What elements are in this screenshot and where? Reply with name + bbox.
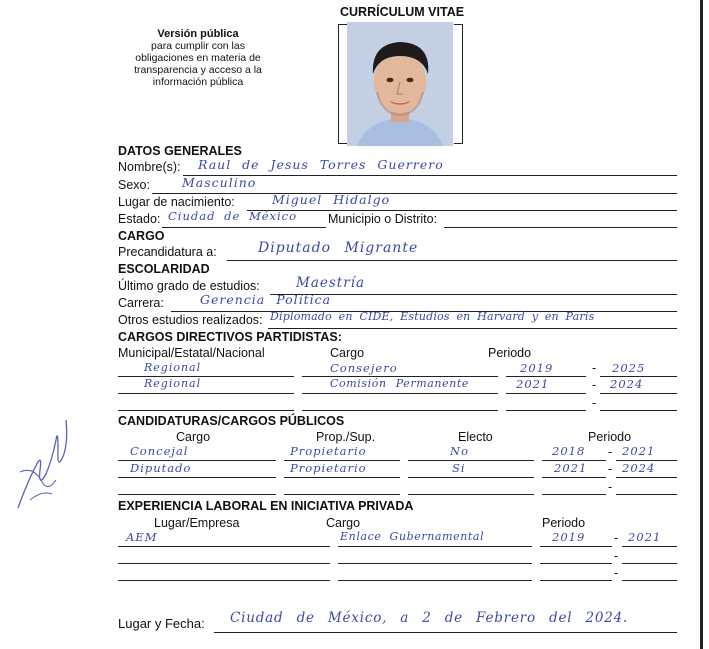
cand-row2-cargo: Diputado: [130, 461, 192, 475]
exp-row2-fin-line: [622, 563, 677, 564]
cand-col-cargo: Cargo: [176, 430, 211, 444]
dir-row2-dash: -: [592, 378, 597, 392]
cand-row2-electo-line: [408, 477, 534, 478]
exp-row1-inicio: 2019: [552, 530, 586, 544]
cand-row2-inicio: 2021: [554, 461, 588, 475]
sexo-value: Masculino: [182, 175, 257, 190]
estado-line: [162, 227, 326, 228]
lugar-nacimiento-value: Miguel Hidalgo: [272, 192, 391, 207]
exp-row3-cargo-line: [338, 580, 532, 581]
exp-row1-fin: 2021: [628, 530, 662, 544]
exp-col-lugar: Lugar/Empresa: [154, 516, 240, 530]
dir-row3-cargo-line: [302, 410, 498, 411]
col-ambito-header: Municipal/Estatal/Nacional: [118, 346, 265, 360]
lugar-fecha-value: Ciudad de México, a 2 de Febrero del 2024.: [230, 610, 629, 626]
exp-row3-lugar-line: [118, 580, 330, 581]
nombre-label: Nombre(s):: [118, 160, 181, 174]
exp-row3-dash: -: [614, 566, 619, 580]
cand-row1-dash: -: [608, 445, 613, 459]
cand-row2-dash: -: [608, 462, 613, 476]
exp-row1-lugar: AEM: [126, 530, 158, 544]
cand-row3-inicio-line: [542, 494, 606, 495]
right-page-border: [700, 0, 703, 649]
cand-row1-cargo: Concejal: [130, 444, 189, 458]
lugar-fecha-line: [214, 632, 677, 633]
public-version-line-4: información pública: [152, 76, 244, 88]
dir-row2-fin: 2024: [610, 377, 644, 391]
public-version-line-2: obligaciones en materia de: [135, 52, 261, 64]
cand-col-prop: Prop./Sup.: [316, 430, 376, 444]
cand-row2-inicio-line: [542, 477, 606, 478]
dir-row1-dash: -: [592, 361, 597, 375]
otros-estudios-label: Otros estudios realizados:: [118, 313, 263, 327]
dir-row2-ambito-line: [118, 393, 294, 394]
cargo-heading: CARGO: [118, 229, 165, 243]
nombre-line: [183, 175, 677, 176]
cand-row1-fin: 2021: [622, 444, 656, 458]
document-title: CURRÍCULUM VITAE: [340, 5, 465, 19]
cand-row1-prop: Propietario: [290, 444, 367, 458]
dir-row2-inicio: 2021: [516, 377, 550, 391]
exp-row1-lugar-line: [118, 546, 330, 547]
dir-row2-cargo-line: [302, 393, 498, 394]
exp-row3-inicio-line: [540, 580, 612, 581]
cand-row3-prop-line: [284, 494, 400, 495]
cand-row2-fin-line: [616, 477, 677, 478]
exp-row2-cargo-line: [338, 563, 532, 564]
exp-row2-inicio-line: [540, 563, 612, 564]
sexo-line: [152, 193, 677, 194]
otros-estudios-line: [268, 328, 677, 329]
cand-row3-dash: -: [608, 480, 613, 494]
cand-row3-electo-line: [408, 494, 534, 495]
exp-col-periodo: Periodo: [542, 516, 586, 530]
dir-row1-fin: 2025: [612, 361, 646, 375]
municipio-line: [444, 227, 677, 228]
public-version-line-1: para cumplir con las: [151, 40, 245, 52]
signature-icon: [12, 410, 72, 520]
exp-col-cargo: Cargo: [326, 516, 361, 530]
dir-row3-dash: -: [592, 396, 597, 410]
public-version-note: [118, 28, 278, 88]
precandidatura-label: Precandidatura a:: [118, 245, 217, 259]
dir-row1-ambito: Regional: [144, 361, 202, 374]
cand-row2-prop-line: [284, 477, 400, 478]
dir-row3-fin-line: [600, 410, 677, 411]
carrera-label: Carrera:: [118, 296, 164, 310]
col-periodo-header: Periodo: [488, 346, 532, 360]
exp-row2-lugar-line: [118, 563, 330, 564]
municipio-label: Municipio o Distrito:: [328, 212, 438, 226]
dir-row2-fin-line: [600, 393, 677, 394]
cand-row3-fin-line: [616, 494, 677, 495]
grado-value: Maestría: [296, 275, 366, 291]
dir-row2-cargo: Comisión Permanente: [330, 377, 470, 390]
lugar-nacimiento-label: Lugar de nacimiento:: [118, 195, 235, 209]
cand-row2-electo: Si: [452, 461, 466, 475]
carrera-value: Gerencia Política: [200, 292, 332, 307]
lugar-nacimiento-line: [247, 210, 677, 211]
candidaturas-heading: CANDIDATURAS/CARGOS PÚBLICOS: [118, 414, 345, 428]
sexo-label: Sexo:: [118, 178, 150, 192]
public-version-heading: Versión pública: [157, 28, 239, 40]
otros-estudios-value: Diplomado en CIDE, Estudios en Harvard y en Paris: [270, 310, 595, 323]
exp-row3-fin-line: [622, 580, 677, 581]
candidate-photo: [347, 22, 453, 146]
dir-row1-inicio: 2019: [520, 361, 554, 375]
exp-row1-cargo-line: [338, 546, 532, 547]
cand-row3-cargo-line: [118, 494, 276, 495]
dir-row2-inicio-line: [506, 393, 586, 394]
datos-generales-heading: DATOS GENERALES: [118, 144, 242, 158]
cand-col-periodo: Periodo: [588, 430, 632, 444]
photo-frame-right: [454, 24, 463, 144]
cand-row2-prop: Propietario: [290, 461, 367, 475]
dir-row1-cargo: Consejero: [330, 361, 398, 375]
precandidatura-line: [227, 260, 677, 261]
col-cargo-header: Cargo: [330, 346, 365, 360]
dir-row2-ambito: Regional: [144, 377, 202, 390]
estado-label: Estado:: [118, 212, 161, 226]
public-version-line-3: transparencia y acceso a la: [134, 64, 262, 76]
exp-row1-dash: -: [614, 531, 619, 545]
dir-row3-inicio-line: [506, 410, 586, 411]
cand-row1-inicio: 2018: [552, 444, 586, 458]
nombre-value: Raul de Jesus Torres Guerrero: [198, 157, 444, 172]
cargos-directivos-heading: CARGOS DIRECTIVOS PARTIDISTAS:: [118, 330, 342, 344]
grado-label: Último grado de estudios:: [118, 279, 260, 293]
cand-row2-fin: 2024: [622, 461, 656, 475]
precandidatura-value: Diputado Migrante: [258, 240, 419, 256]
cand-col-electo: Electo: [458, 430, 493, 444]
cand-row2-cargo-line: [118, 477, 276, 478]
lugar-fecha-label: Lugar y Fecha:: [118, 616, 205, 631]
photo-frame-left: [338, 24, 347, 144]
cand-row1-electo-line: [408, 460, 534, 461]
dir-row3-ambito-line: [118, 410, 294, 411]
exp-row1-fin-line: [622, 546, 677, 547]
exp-row1-cargo: Enlace Gubernamental: [340, 530, 485, 543]
experiencia-heading: EXPERIENCIA LABORAL EN INICIATIVA PRIVADA: [118, 499, 414, 513]
escolaridad-heading: ESCOLARIDAD: [118, 262, 210, 276]
exp-row2-dash: -: [614, 549, 619, 563]
cand-row1-electo: No: [450, 444, 469, 458]
estado-value: Ciudad de México: [168, 209, 298, 223]
exp-row1-inicio-line: [540, 546, 612, 547]
